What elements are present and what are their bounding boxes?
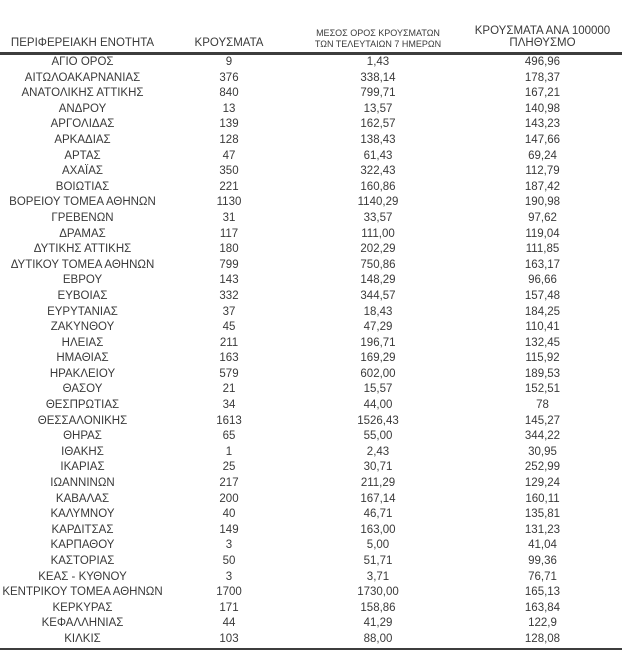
table-row	[0, 117, 622, 133]
region-cell: ΚΑΡΔΙΤΣΑΣ	[51, 523, 114, 536]
cases-cell: 34	[222, 399, 236, 412]
header-row	[0, 25, 622, 54]
table-row	[0, 382, 622, 398]
cases-cell: 3	[225, 570, 233, 583]
region-cell: ΑΓΙΟ ΟΡΟΣ	[51, 56, 114, 68]
cases-cell: 1130	[216, 196, 242, 209]
table-row	[0, 305, 622, 321]
avg7-cell: 41,29	[363, 617, 393, 630]
region-cell: ΚΕΝΤΡΙΚΟΥ ΤΟΜΕΑ ΑΘΗΝΩΝ	[2, 586, 163, 599]
table-row	[0, 149, 622, 165]
region-cell: ΙΘΑΚΗΣ	[61, 445, 104, 458]
table-row	[0, 71, 622, 87]
cases-cell: 25	[222, 461, 236, 474]
per100k-cell: 111,85	[525, 243, 560, 256]
cases-cell: 117	[219, 227, 239, 240]
table-row	[0, 507, 622, 523]
avg7-cell: 799,71	[360, 87, 396, 100]
avg7-cell: 111,00	[361, 227, 395, 240]
cases-cell: 21	[222, 383, 236, 396]
cases-cell: 211	[219, 336, 239, 349]
region-cell: ΔΥΤΙΚΗΣ ΑΤΤΙΚΗΣ	[33, 243, 132, 256]
column-header-regional-unit	[0, 25, 165, 54]
region-cell: ΚΑΛΥΜΝΟΥ	[50, 508, 115, 521]
cases-cell: 139	[219, 118, 239, 131]
cases-cell: 31	[222, 211, 236, 224]
per100k-cell: 187,42	[524, 180, 561, 193]
cases-cell: 50	[222, 555, 236, 567]
avg7-cell: 169,29	[360, 352, 396, 365]
column-header-7day-average-line1: ΜΕΣΟΣ ΟΡΟΣ ΚΡΟΥΣΜΑΤΩΝ	[316, 28, 440, 38]
table-row	[0, 351, 622, 367]
region-cell: ΑΡΤΑΣ	[64, 149, 101, 162]
cases-cell: 3	[225, 539, 233, 552]
avg7-cell: 750,86	[360, 258, 396, 271]
region-cell: ΑΙΤΩΛΟΑΚΑΡΝΑΝΙΑΣ	[24, 71, 141, 84]
region-cell: ΔΡΑΜΑΣ	[59, 227, 106, 240]
avg7-cell: 15,57	[363, 383, 393, 396]
table-body	[0, 54, 622, 649]
per100k-cell: 115,92	[525, 352, 560, 365]
avg7-cell: 55,00	[363, 430, 393, 443]
table-row	[0, 227, 622, 243]
avg7-cell: 61,43	[363, 149, 393, 162]
avg7-cell: 1526,43	[357, 414, 399, 427]
region-cell: ΑΡΚΑΔΙΑΣ	[54, 133, 111, 146]
table-row	[0, 398, 622, 414]
region-cell: ΖΑΚΥΝΘΟΥ	[50, 321, 115, 334]
per100k-cell: 167,21	[524, 87, 561, 100]
region-cell: ΓΡΕΒΕΝΩΝ	[51, 211, 114, 224]
avg7-cell: 33,57	[363, 211, 393, 224]
avg7-cell: 1,43	[366, 56, 390, 68]
region-cell: ΕΒΡΟΥ	[62, 274, 103, 287]
avg7-cell: 158,86	[360, 601, 396, 614]
per100k-cell: 119,04	[525, 227, 560, 240]
region-cell: ΘΗΡΑΣ	[63, 430, 102, 443]
avg7-cell: 322,43	[360, 165, 396, 178]
avg7-cell: 18,43	[363, 305, 393, 318]
region-cell: ΚΑΡΠΑΘΟΥ	[50, 539, 115, 552]
table-row	[0, 289, 622, 305]
cases-cell: 579	[219, 367, 239, 380]
per100k-cell: 344,22	[524, 430, 561, 443]
table-row	[0, 414, 622, 430]
table-row	[0, 367, 622, 383]
region-cell: ΚΕΑΣ - ΚΥΘΝΟΥ	[38, 570, 127, 583]
region-cell: ΒΟΙΩΤΙΑΣ	[55, 180, 110, 193]
table-row	[0, 445, 622, 461]
table-row	[0, 460, 622, 476]
per100k-cell: 160,11	[525, 492, 560, 505]
avg7-cell: 162,57	[360, 118, 396, 131]
per100k-cell: 184,25	[524, 305, 561, 318]
cases-cell: 128	[219, 133, 239, 146]
cases-cell: 149	[219, 523, 239, 536]
region-cell: ΑΧΑΪΑΣ	[62, 165, 103, 178]
per100k-cell: 132,45	[524, 336, 561, 349]
per100k-cell: 128,08	[524, 632, 561, 645]
table-row	[0, 320, 622, 336]
per100k-cell: 129,24	[524, 477, 561, 490]
region-cell: ΙΩΑΝΝΙΝΩΝ	[50, 477, 115, 490]
regional-cases-table	[0, 25, 622, 650]
cases-cell: 45	[222, 321, 236, 334]
per100k-cell: 41,04	[528, 539, 557, 552]
region-cell: ΚΕΡΚΥΡΑΣ	[52, 601, 113, 614]
table-row	[0, 492, 622, 508]
cases-cell: 40	[222, 508, 236, 521]
per100k-cell: 97,62	[528, 211, 557, 224]
table-row	[0, 54, 622, 71]
avg7-cell: 1730,00	[357, 586, 399, 599]
column-header-cases-per-100000-line2: ΠΛΗΘΥΣΜΟ	[509, 37, 576, 49]
cases-cell: 350	[219, 165, 239, 178]
table-row	[0, 133, 622, 149]
table-row	[0, 180, 622, 196]
cases-cell: 143	[219, 274, 239, 287]
cases-cell: 171	[219, 601, 239, 614]
per100k-cell: 165,13	[524, 586, 561, 599]
region-cell: ΚΙΛΚΙΣ	[64, 632, 101, 645]
table-row	[0, 164, 622, 180]
region-cell: ΕΥΡΥΤΑΝΙΑΣ	[47, 305, 118, 318]
per100k-cell: 78	[536, 399, 549, 412]
table-row	[0, 632, 622, 649]
table-row	[0, 273, 622, 289]
avg7-cell: 13,57	[363, 102, 393, 115]
cases-cell: 799	[219, 258, 239, 271]
table-row	[0, 86, 622, 102]
per100k-cell: 190,98	[524, 196, 561, 209]
region-cell: ΗΛΕΙΑΣ	[61, 336, 104, 349]
column-header-cases-per-100000	[463, 25, 622, 54]
avg7-cell: 196,71	[360, 336, 396, 349]
cases-cell: 65	[222, 430, 236, 443]
per100k-cell: 147,66	[524, 133, 561, 146]
cases-cell: 376	[219, 71, 239, 84]
avg7-cell: 160,86	[360, 180, 396, 193]
per100k-cell: 99,36	[528, 555, 557, 567]
per100k-cell: 131,23	[524, 523, 561, 536]
cases-cell: 9	[225, 56, 233, 68]
table-row	[0, 538, 622, 554]
column-header-regional-unit-label: ΠΕΡΙΦΕΡΕΙΑΚΗ ΕΝΟΤΗΤΑ	[10, 37, 155, 49]
avg7-cell: 44,00	[363, 399, 393, 412]
region-cell: ΑΝΑΤΟΛΙΚΗΣ ΑΤΤΙΚΗΣ	[21, 87, 144, 100]
cases-cell: 1613	[216, 414, 242, 427]
cases-cell: 221	[219, 180, 239, 193]
table-row	[0, 195, 622, 211]
per100k-cell: 157,48	[524, 289, 561, 302]
avg7-cell: 148,29	[360, 274, 396, 287]
per100k-cell: 122,9	[528, 617, 557, 630]
region-cell: ΒΟΡΕΙΟΥ ΤΟΜΕΑ ΑΘΗΝΩΝ	[9, 196, 156, 209]
avg7-cell: 5,00	[366, 539, 390, 552]
column-header-cases	[165, 25, 293, 54]
avg7-cell: 2,43	[366, 445, 390, 458]
cases-cell: 332	[219, 289, 239, 302]
cases-cell: 103	[219, 632, 239, 645]
region-cell: ΗΡΑΚΛΕΙΟΥ	[49, 367, 116, 380]
cases-cell: 1	[225, 445, 233, 458]
region-cell: ΙΚΑΡΙΑΣ	[60, 461, 105, 474]
table-row	[0, 601, 622, 617]
table-row	[0, 242, 622, 258]
region-cell: ΔΥΤΙΚΟΥ ΤΟΜΕΑ ΑΘΗΝΩΝ	[10, 258, 155, 271]
table-row	[0, 523, 622, 539]
avg7-cell: 3,71	[366, 570, 390, 583]
cases-cell: 200	[219, 492, 239, 505]
region-cell: ΕΥΒΟΙΑΣ	[57, 289, 108, 302]
avg7-cell: 46,71	[363, 508, 393, 521]
per100k-cell: 163,84	[524, 601, 561, 614]
region-cell: ΘΕΣΣΑΛΟΝΙΚΗΣ	[37, 414, 128, 427]
avg7-cell: 1140,29	[357, 196, 399, 209]
table-row	[0, 570, 622, 586]
avg7-cell: 344,57	[360, 289, 396, 302]
avg7-cell: 30,71	[363, 461, 393, 474]
avg7-cell: 47,29	[363, 321, 393, 334]
avg7-cell: 602,00	[360, 367, 396, 380]
region-cell: ΚΑΒΑΛΑΣ	[55, 492, 110, 505]
region-cell: ΗΜΑΘΙΑΣ	[56, 352, 109, 365]
column-header-cases-label: ΚΡΟΥΣΜΑΤΑ	[194, 37, 264, 49]
cases-cell: 37	[222, 305, 236, 318]
per100k-cell: 143,23	[524, 118, 561, 131]
per100k-cell: 145,27	[524, 414, 561, 427]
region-cell: ΑΝΔΡΟΥ	[58, 102, 107, 115]
per100k-cell: 110,41	[525, 321, 560, 334]
table-row	[0, 616, 622, 632]
per100k-cell: 163,17	[524, 258, 561, 271]
per100k-cell: 135,81	[524, 508, 561, 521]
per100k-cell: 69,24	[528, 149, 557, 162]
avg7-cell: 163,00	[360, 523, 396, 536]
per100k-cell: 178,37	[524, 71, 561, 84]
per100k-cell: 112,79	[525, 165, 560, 178]
table-row	[0, 336, 622, 352]
table-row	[0, 554, 622, 570]
region-cell: ΚΑΣΤΟΡΙΑΣ	[50, 555, 115, 567]
table-row	[0, 102, 622, 118]
per100k-cell: 496,96	[524, 56, 561, 68]
cases-cell: 840	[219, 87, 239, 100]
cases-cell: 44	[222, 617, 236, 630]
cases-cell: 1700	[216, 586, 242, 599]
table-row	[0, 585, 622, 601]
avg7-cell: 138,43	[360, 133, 396, 146]
avg7-cell: 51,71	[363, 555, 393, 567]
region-cell: ΘΕΣΠΡΩΤΙΑΣ	[45, 399, 120, 412]
table-row	[0, 476, 622, 492]
table-row	[0, 211, 622, 227]
cases-cell: 217	[219, 477, 239, 490]
per100k-cell: 76,71	[528, 570, 557, 583]
region-cell: ΚΕΦΑΛΛΗΝΙΑΣ	[41, 617, 124, 630]
avg7-cell: 211,29	[360, 477, 396, 490]
per100k-cell: 30,95	[528, 445, 557, 458]
column-header-7day-average	[293, 25, 463, 54]
cases-cell: 180	[219, 243, 239, 256]
per100k-cell: 152,51	[524, 383, 561, 396]
avg7-cell: 338,14	[360, 71, 396, 84]
column-header-cases-per-100000-line1: ΚΡΟΥΣΜΑΤΑ ΑΝΑ 100000	[474, 25, 611, 37]
per100k-cell: 252,99	[524, 461, 561, 474]
avg7-cell: 167,14	[360, 492, 396, 505]
table-row	[0, 429, 622, 445]
per100k-cell: 189,53	[524, 367, 561, 380]
table-row	[0, 258, 622, 274]
avg7-cell: 202,29	[360, 243, 396, 256]
per100k-cell: 140,98	[524, 102, 561, 115]
region-cell: ΘΑΣΟΥ	[62, 383, 103, 396]
region-cell: ΑΡΓΟΛΙΔΑΣ	[50, 118, 115, 131]
cases-cell: 47	[222, 149, 236, 162]
column-header-7day-average-line2: ΤΩΝ ΤΕΛΕΥΤΑΙΩΝ 7 ΗΜΕΡΩΝ	[314, 38, 442, 49]
cases-cell: 13	[222, 102, 236, 115]
per100k-cell: 96,66	[528, 274, 557, 287]
cases-cell: 163	[219, 352, 239, 365]
avg7-cell: 88,00	[363, 632, 393, 645]
